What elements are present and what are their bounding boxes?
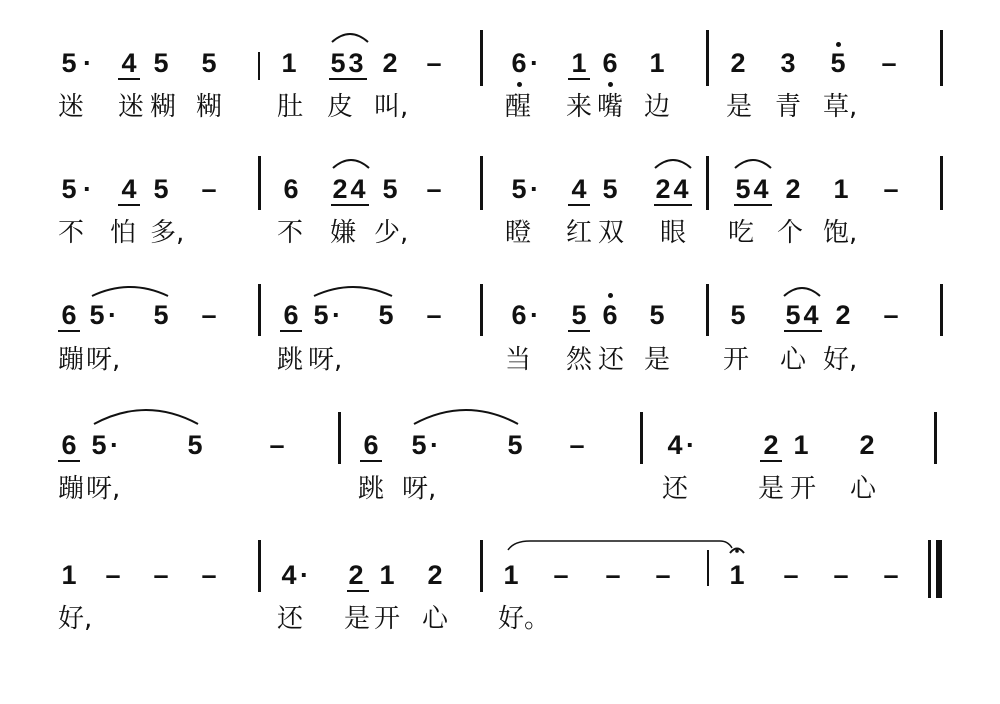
lyric: 呀, [308, 345, 343, 375]
tie [414, 410, 518, 424]
lyric: 不 [58, 218, 85, 248]
barline [258, 540, 261, 592]
lyric: 心 [850, 474, 877, 504]
underline-beam [568, 330, 590, 332]
barline [940, 156, 943, 210]
underline-beam [347, 590, 369, 592]
lyric: 迷 [118, 92, 145, 122]
note: 5 [785, 300, 801, 330]
barline [940, 30, 943, 86]
lyric: 当 [505, 345, 532, 375]
note: 5 [382, 174, 398, 204]
octave-dot [608, 293, 613, 298]
lyric: 肚 [277, 92, 304, 122]
augmentation-dot: · [332, 300, 341, 330]
dash: – [426, 300, 442, 330]
lyric: 开 [723, 345, 750, 375]
note: 2 [785, 174, 801, 204]
note: 4 [753, 174, 769, 204]
dash: – [105, 560, 121, 590]
lyric: 个 [777, 218, 804, 248]
note: 1 [61, 560, 77, 590]
underline-beam [280, 330, 302, 332]
dash: – [883, 174, 899, 204]
barline [706, 284, 709, 336]
slur [332, 34, 368, 42]
note: 6 [511, 300, 527, 330]
note: 4 [667, 430, 683, 460]
dash: – [201, 300, 217, 330]
barline [706, 156, 709, 210]
note: 5 [153, 300, 169, 330]
dash: – [201, 174, 217, 204]
note: 5 [89, 300, 105, 330]
note: 1 [833, 174, 849, 204]
note: 5 [571, 300, 587, 330]
dash: – [783, 560, 799, 590]
note: 2 [763, 430, 779, 460]
underline-beam [734, 204, 772, 206]
lyric: 还 [598, 345, 625, 375]
lyric: 眼 [660, 218, 687, 248]
note: 4 [673, 174, 689, 204]
note: 4 [121, 174, 137, 204]
note: 1 [281, 48, 297, 78]
slur [735, 160, 771, 168]
dash: – [833, 560, 849, 590]
tie [94, 410, 198, 424]
underline-beam [568, 78, 590, 80]
note: 5 [153, 48, 169, 78]
note: 5 [153, 174, 169, 204]
note: 5 [91, 430, 107, 460]
octave-dot [608, 82, 613, 87]
dash: – [426, 174, 442, 204]
lyric: 是 [758, 474, 785, 504]
lyric: 醒 [505, 92, 532, 122]
slur [655, 160, 691, 168]
lyric: 蹦 [58, 474, 85, 504]
lyric: 是 [344, 604, 371, 634]
note: 5 [735, 174, 751, 204]
lyric: 吃 [728, 218, 755, 248]
note: 6 [602, 300, 618, 330]
underline-beam [118, 78, 140, 80]
note: 1 [729, 560, 745, 590]
lyric: 皮 [327, 92, 354, 122]
dash: – [569, 430, 585, 460]
barline [640, 412, 643, 464]
note: 5 [187, 430, 203, 460]
note: 2 [332, 174, 348, 204]
dash: – [605, 560, 621, 590]
barline [258, 284, 261, 336]
note: 2 [427, 560, 443, 590]
underline-beam [654, 204, 692, 206]
note: 2 [655, 174, 671, 204]
lyric: 好, [823, 345, 858, 375]
barline [480, 30, 483, 86]
augmentation-dot: · [300, 560, 309, 590]
lyric: 多, [150, 218, 185, 248]
slur [333, 160, 369, 168]
barline [707, 550, 709, 586]
underline-beam [331, 204, 369, 206]
barline [940, 284, 943, 336]
note: 5 [830, 48, 846, 78]
note: 5 [411, 430, 427, 460]
dash: – [883, 300, 899, 330]
dash: – [269, 430, 285, 460]
note: 6 [283, 174, 299, 204]
note: 4 [350, 174, 366, 204]
lyric: 蹦 [58, 345, 85, 375]
augmentation-dot: · [83, 174, 92, 204]
dash: – [655, 560, 671, 590]
note: 6 [61, 430, 77, 460]
barline [706, 30, 709, 86]
note: 4 [571, 174, 587, 204]
augmentation-dot: · [430, 430, 439, 460]
note: 3 [780, 48, 796, 78]
underline-beam [568, 204, 590, 206]
augmentation-dot: · [530, 48, 539, 78]
augmentation-dot: · [530, 300, 539, 330]
augmentation-dot: · [83, 48, 92, 78]
lyric: 跳 [277, 345, 304, 375]
lyric: 饱, [823, 218, 858, 248]
final-barline-thick [936, 540, 942, 598]
lyric: 呀, [86, 345, 121, 375]
lyric: 来 [566, 92, 593, 122]
note: 6 [363, 430, 379, 460]
note: 5 [730, 300, 746, 330]
note: 2 [835, 300, 851, 330]
lyric: 糊 [196, 92, 223, 122]
lyric: 是 [726, 92, 753, 122]
lyric: 呀, [86, 474, 121, 504]
note: 6 [511, 48, 527, 78]
note: 5 [61, 48, 77, 78]
octave-dot [836, 42, 841, 47]
underline-beam [58, 330, 80, 332]
lyric: 然 [566, 345, 593, 375]
lyric: 跳 [358, 474, 385, 504]
lyric: 开 [374, 604, 401, 634]
note: 1 [649, 48, 665, 78]
octave-dot [517, 82, 522, 87]
tie [314, 287, 392, 296]
underline-beam [784, 330, 822, 332]
note: 3 [348, 48, 364, 78]
lyric: 好, [58, 604, 93, 634]
barline [258, 52, 260, 80]
note: 1 [503, 560, 519, 590]
fermata-icon [730, 549, 744, 554]
note: 5 [378, 300, 394, 330]
barline [480, 284, 483, 336]
slur [784, 288, 820, 296]
note: 5 [313, 300, 329, 330]
barline [258, 156, 261, 210]
note: 4 [121, 48, 137, 78]
lyric: 草, [823, 92, 858, 122]
barline [480, 540, 483, 592]
lyric: 还 [277, 604, 304, 634]
barline [934, 412, 937, 464]
note: 5 [511, 174, 527, 204]
lyric: 红 [566, 218, 593, 248]
note: 6 [61, 300, 77, 330]
note: 5 [649, 300, 665, 330]
note: 2 [859, 430, 875, 460]
underline-beam [760, 460, 782, 462]
barline [338, 412, 341, 464]
lyric: 是 [644, 345, 671, 375]
note: 5 [602, 174, 618, 204]
dash: – [553, 560, 569, 590]
note: 5 [201, 48, 217, 78]
final-barline-thin [928, 540, 931, 598]
dash: – [426, 48, 442, 78]
note: 5 [61, 174, 77, 204]
underline-beam [360, 460, 382, 462]
note: 4 [803, 300, 819, 330]
lyric: 双 [598, 218, 625, 248]
lyric: 好。 [498, 604, 551, 634]
note: 1 [379, 560, 395, 590]
lyric: 少, [374, 218, 409, 248]
note: 1 [571, 48, 587, 78]
augmentation-dot: · [686, 430, 695, 460]
note: 4 [281, 560, 297, 590]
underline-beam [58, 460, 80, 462]
note: 2 [730, 48, 746, 78]
note: 6 [283, 300, 299, 330]
lyric: 青 [775, 92, 802, 122]
lyric: 嫌 [330, 218, 357, 248]
dash: – [881, 48, 897, 78]
note: 5 [330, 48, 346, 78]
note: 2 [348, 560, 364, 590]
lyric: 还 [662, 474, 689, 504]
note: 2 [382, 48, 398, 78]
augmentation-dot: · [530, 174, 539, 204]
lyric: 心 [780, 345, 807, 375]
underline-beam [118, 204, 140, 206]
lyric: 糊 [150, 92, 177, 122]
dash: – [153, 560, 169, 590]
lyric: 叫, [374, 92, 409, 122]
augmentation-dot: · [110, 430, 119, 460]
lyric: 瞪 [505, 218, 532, 248]
tie [508, 541, 732, 550]
tie [92, 287, 168, 296]
lyric: 开 [790, 474, 817, 504]
lyric: 不 [277, 218, 304, 248]
lyric: 迷 [58, 92, 85, 122]
dash: – [883, 560, 899, 590]
fermata-dot [735, 549, 739, 553]
lyric: 心 [422, 604, 449, 634]
note: 5 [507, 430, 523, 460]
lyric: 嘴 [597, 92, 624, 122]
lyric: 呀, [402, 474, 437, 504]
lyric: 怕 [110, 218, 137, 248]
augmentation-dot: · [108, 300, 117, 330]
underline-beam [329, 78, 367, 80]
dash: – [201, 560, 217, 590]
note: 6 [602, 48, 618, 78]
note: 1 [793, 430, 809, 460]
barline [480, 156, 483, 210]
lyric: 边 [644, 92, 671, 122]
